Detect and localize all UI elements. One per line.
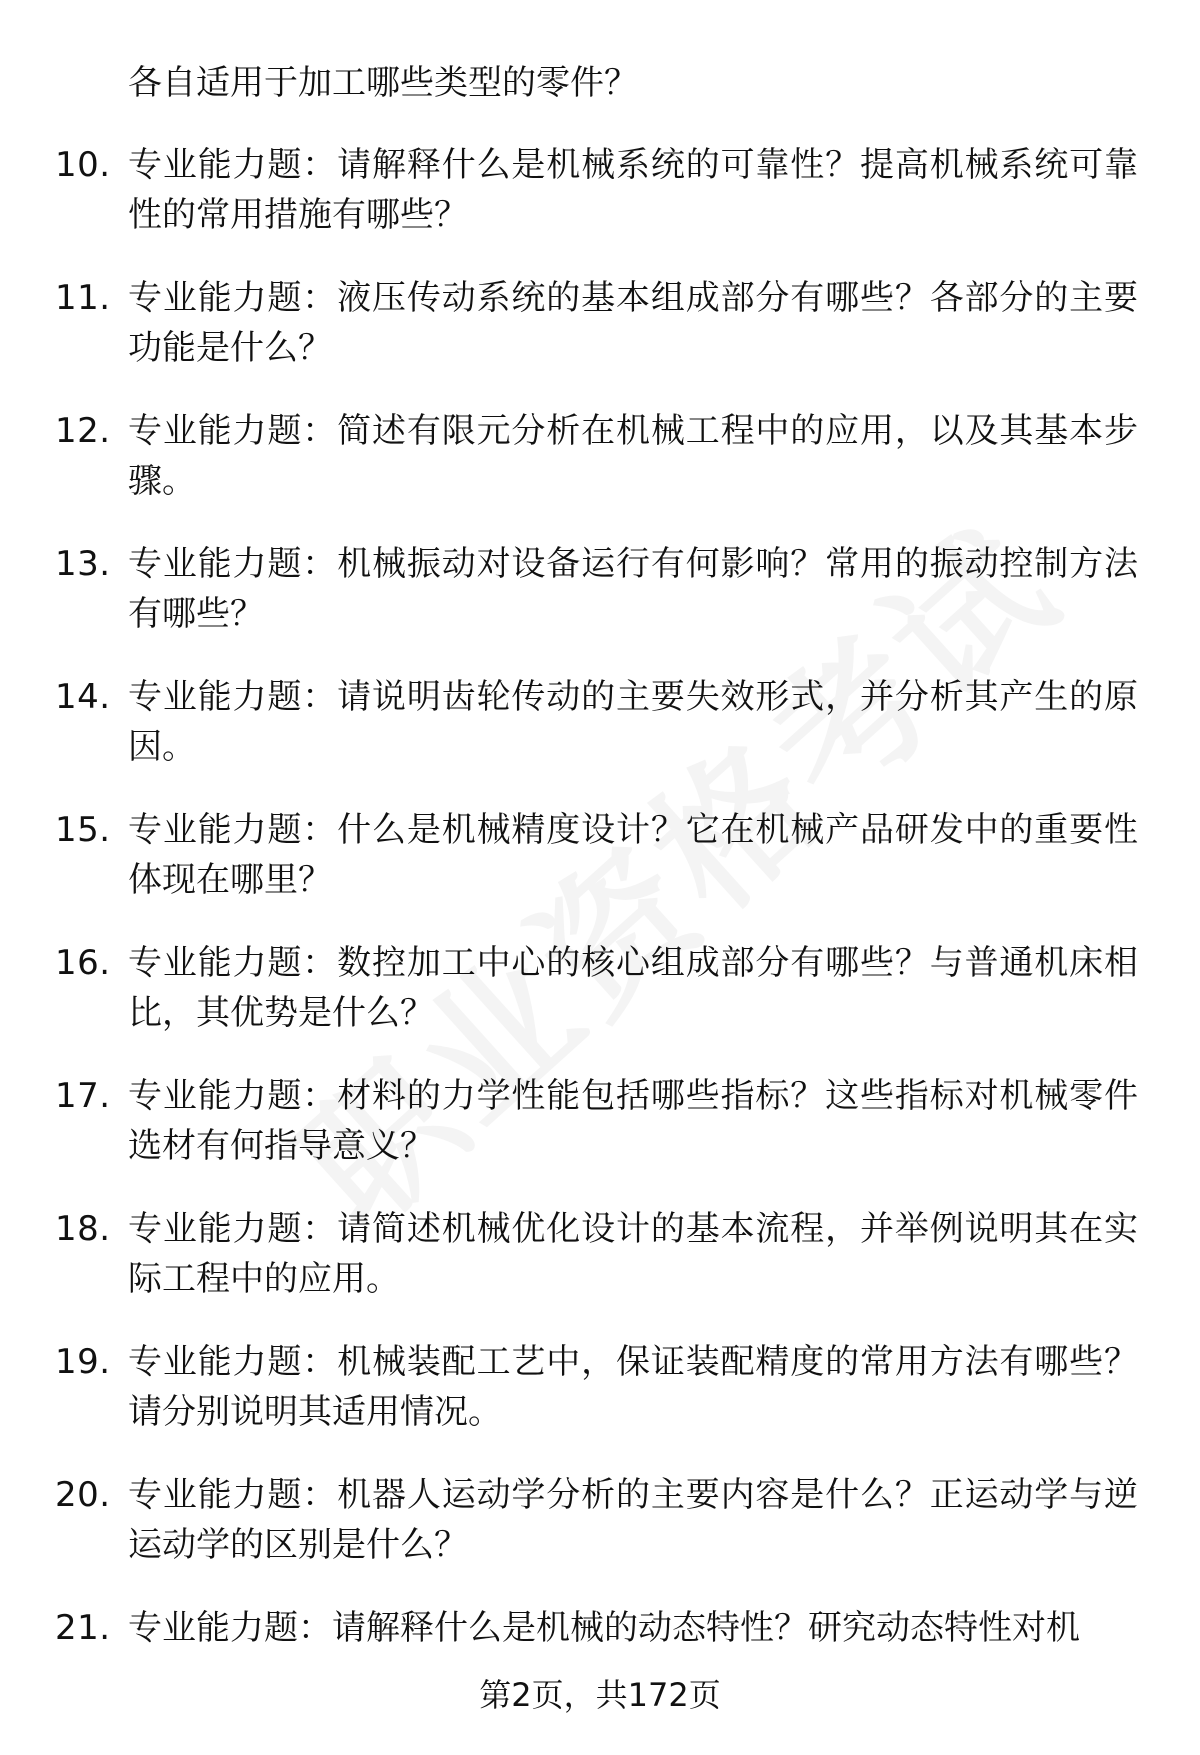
question-number: 16.: [55, 943, 111, 983]
question-text: 专业能力题：简述有限元分析在机械工程中的应用，以及其基本步骤。: [128, 411, 1138, 501]
question-text: 专业能力题：液压传动系统的基本组成部分有哪些？各部分的主要功能是什么？: [128, 278, 1138, 368]
question-item-16: [0, 938, 1200, 1071]
question-text: 专业能力题：机械装配工艺中，保证装配精度的常用方法有哪些？请分别说明其适用情况。: [128, 1342, 1138, 1432]
question-number: 15.: [55, 810, 111, 850]
question-text: 专业能力题：材料的力学性能包括哪些指标？这些指标对机械零件选材有何指导意义？: [128, 1076, 1138, 1166]
question-list: [0, 140, 1200, 1736]
question-number: 17.: [55, 1076, 111, 1116]
question-text: 专业能力题：请说明齿轮传动的主要失效形式，并分析其产生的原因。: [128, 677, 1138, 767]
question-item-11: [0, 273, 1200, 406]
question-item-14: [0, 672, 1200, 805]
question-item-17: [0, 1071, 1200, 1204]
question-text: 专业能力题：请解释什么是机械的动态特性？研究动态特性对机: [128, 1608, 1080, 1648]
question-item-10: [0, 140, 1200, 273]
question-item-12: [0, 406, 1200, 539]
question-number: 21.: [55, 1608, 111, 1648]
question-number: 20.: [55, 1475, 111, 1515]
question-number: 18.: [55, 1209, 111, 1249]
question-text: 专业能力题：请简述机械优化设计的基本流程，并举例说明其在实际工程中的应用。: [128, 1209, 1138, 1299]
question-number: 10.: [55, 145, 111, 185]
question-text: 专业能力题：机械振动对设备运行有何影响？常用的振动控制方法有哪些？: [128, 544, 1138, 634]
page-footer: 第2页，共172页: [479, 1676, 721, 1714]
question-number: 14.: [55, 677, 111, 717]
question-item-13: [0, 539, 1200, 672]
question-text: 专业能力题：数控加工中心的核心组成部分有哪些？与普通机床相比，其优势是什么？: [128, 943, 1138, 1033]
continuation-line: 各自适用于加工哪些类型的零件？: [128, 63, 638, 103]
question-text: 专业能力题：什么是机械精度设计？它在机械产品研发中的重要性体现在哪里？: [128, 810, 1138, 900]
question-text: 专业能力题：请解释什么是机械系统的可靠性？提高机械系统可靠性的常用措施有哪些？: [128, 145, 1138, 235]
question-number: 11.: [55, 278, 111, 318]
question-number: 13.: [55, 544, 111, 584]
question-text: 专业能力题：机器人运动学分析的主要内容是什么？正运动学与逆运动学的区别是什么？: [128, 1475, 1138, 1565]
question-item-15: [0, 805, 1200, 938]
question-item-19: [0, 1337, 1200, 1470]
question-number: 12.: [55, 411, 111, 451]
question-item-18: [0, 1204, 1200, 1337]
question-number: 19.: [55, 1342, 111, 1382]
question-item-20: [0, 1470, 1200, 1603]
